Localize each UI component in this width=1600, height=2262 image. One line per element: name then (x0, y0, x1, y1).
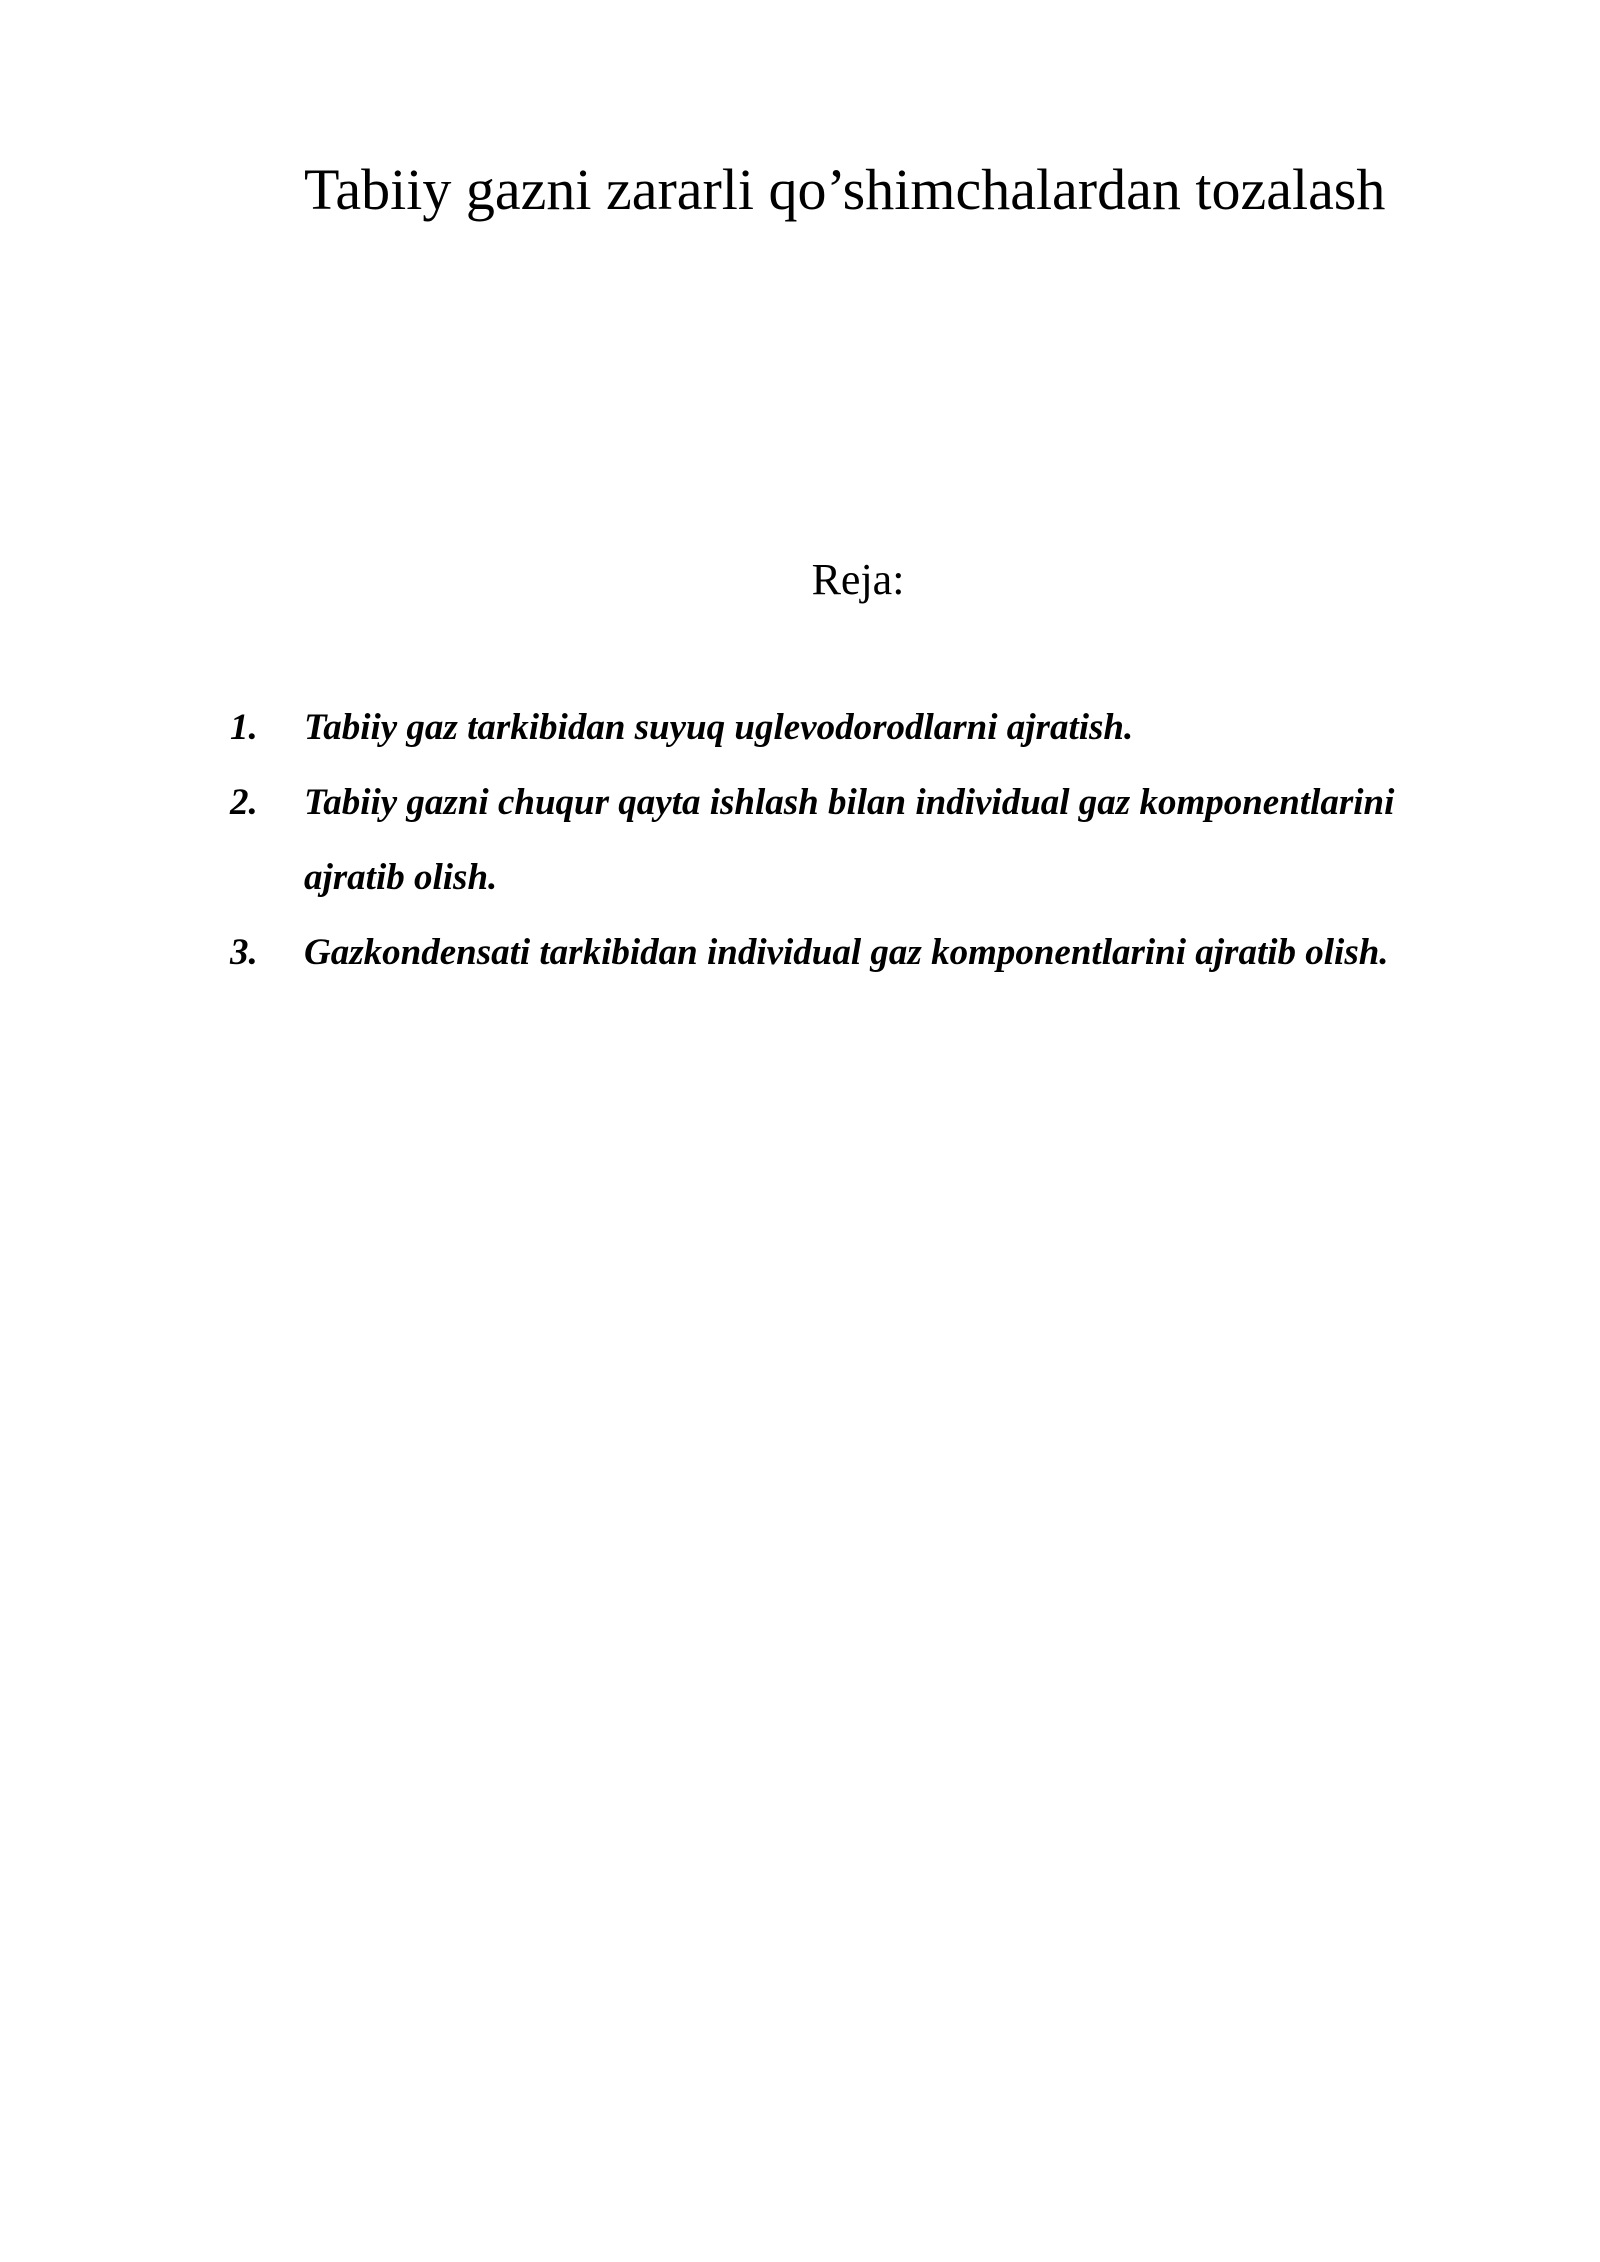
plan-item-text: Tabiiy gazni chuqur qayta ishlash bilan individual gaz komponentlarini ajratib olish. (304, 782, 1395, 898)
plan-heading: Reja: (811, 555, 905, 604)
plan-item-text: Tabiiy gaz tarkibidan suyuq uglevodorodlarni ajratish. (304, 707, 1134, 748)
plan-item-number: 1. (230, 707, 258, 748)
plan-item-number: 2. (230, 782, 258, 823)
plan-item-number: 3. (230, 932, 258, 973)
plan-item-3 (230, 915, 1470, 990)
document-title: Tabiiy gazni zararli qo’shimchalardan tozalash (304, 157, 1386, 222)
plan-item-1 (230, 690, 1470, 765)
plan-list (230, 690, 1470, 990)
plan-item-text: Gazkondensati tarkibidan individual gaz komponentlarini ajratib olish. (304, 932, 1389, 973)
plan-item-2 (230, 765, 1470, 915)
